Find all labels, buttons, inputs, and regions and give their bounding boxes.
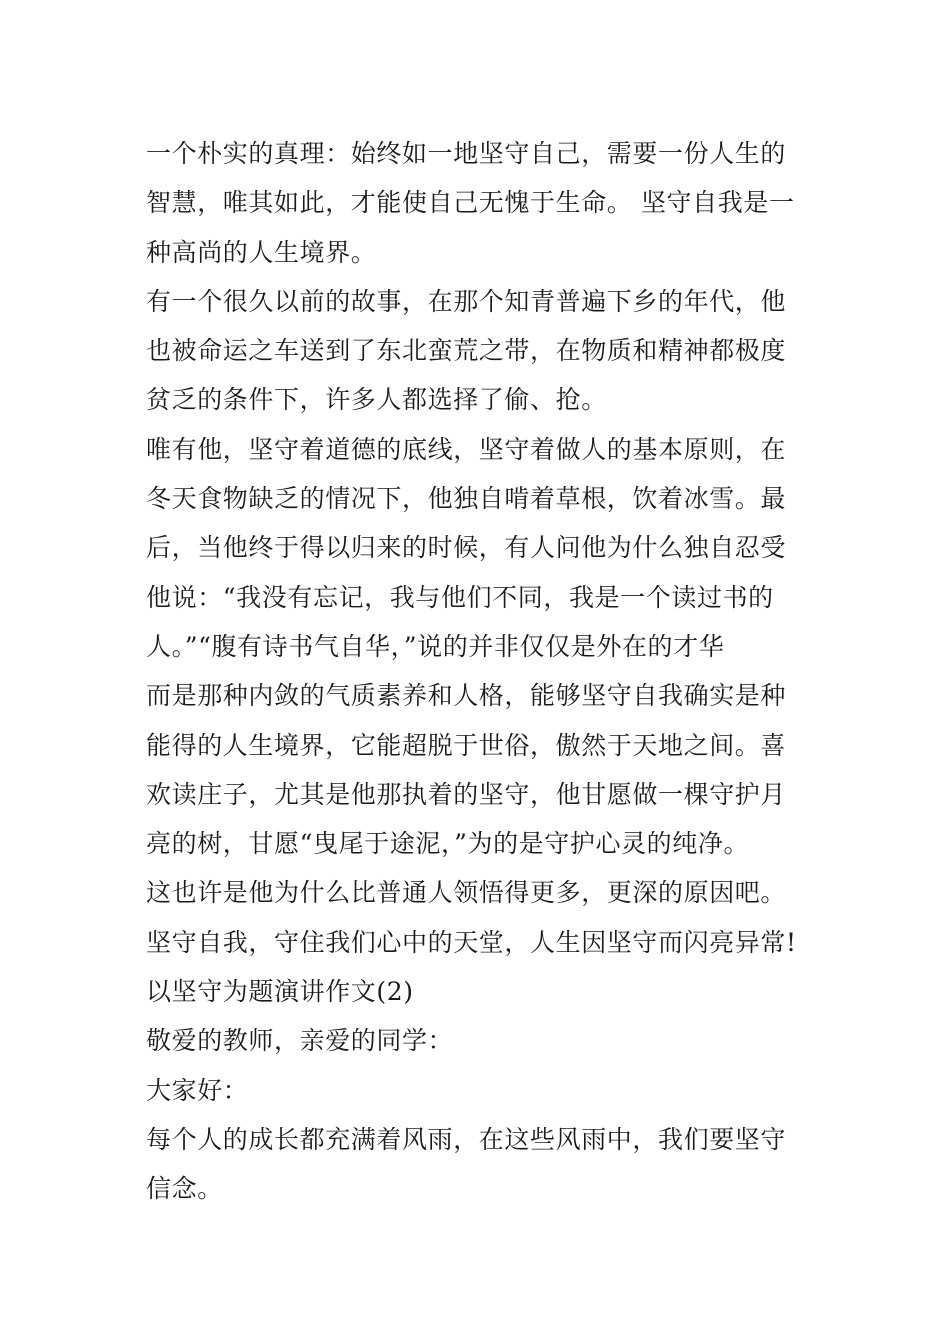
text-line: 贫乏的条件下，许多人都选择了偷、抢。: [146, 385, 607, 415]
text-line: 而是那种内敛的气质素养和人格，能够坚守自我确实是种: [146, 681, 787, 711]
text-line: 能得的人生境界，它能超脱于世俗，傲然于天地之间。喜: [146, 730, 787, 760]
text-line: 欢读庄子，尤其是他那执着的坚守，他甘愿做一棵守护月: [146, 779, 787, 809]
document-body: [146, 129, 816, 1214]
text-line: 亮的树，甘愿“曳尾于途泥，”为的是守护心灵的纯净。: [146, 829, 750, 859]
salutation: 敬爱的教师，亲爱的同学：: [146, 1026, 454, 1056]
text-line: 他说：“我没有忘记，我与他们不同，我是一个读过书的: [146, 582, 774, 612]
section-heading: 以坚守为题演讲作文(2): [146, 977, 414, 1007]
text-line: 信念。: [146, 1174, 223, 1204]
text-line: 智慧，唯其如此，才能使自己无愧于生命。 坚守自我是一: [146, 188, 795, 218]
text-line: 冬天食物缺乏的情况下，他独自啃着草根，饮着冰雪。最: [146, 484, 787, 514]
text-line: 一个朴实的真理：始终如一地坚守自己，需要一份人生的: [146, 139, 787, 168]
text-line: 人。”“腹有诗书气自华，”说的并非仅仅是外在的才华: [146, 631, 725, 661]
text-line: 也被命运之车送到了东北蛮荒之带，在物质和精神都极度: [146, 336, 787, 366]
greeting: 大家好：: [146, 1075, 249, 1105]
text-line: 这也许是他为什么比普通人领悟得更多，更深的原因吧。: [146, 878, 787, 908]
text-line: 坚守自我，守住我们心中的天堂，人生因坚守而闪亮异常!: [146, 927, 797, 957]
text-line: 种高尚的人生境界。: [146, 237, 377, 267]
text-line: 后，当他终于得以归来的时候，有人问他为什么独自忍受: [146, 533, 787, 563]
text-line: 有一个很久以前的故事，在那个知青普遍下乡的年代，他: [146, 286, 787, 316]
text-line: 唯有他，坚守着道德的底线，坚守着做人的基本原则，在: [146, 434, 787, 464]
text-line: 每个人的成长都充满着风雨，在这些风雨中，我们要坚守: [146, 1124, 787, 1154]
